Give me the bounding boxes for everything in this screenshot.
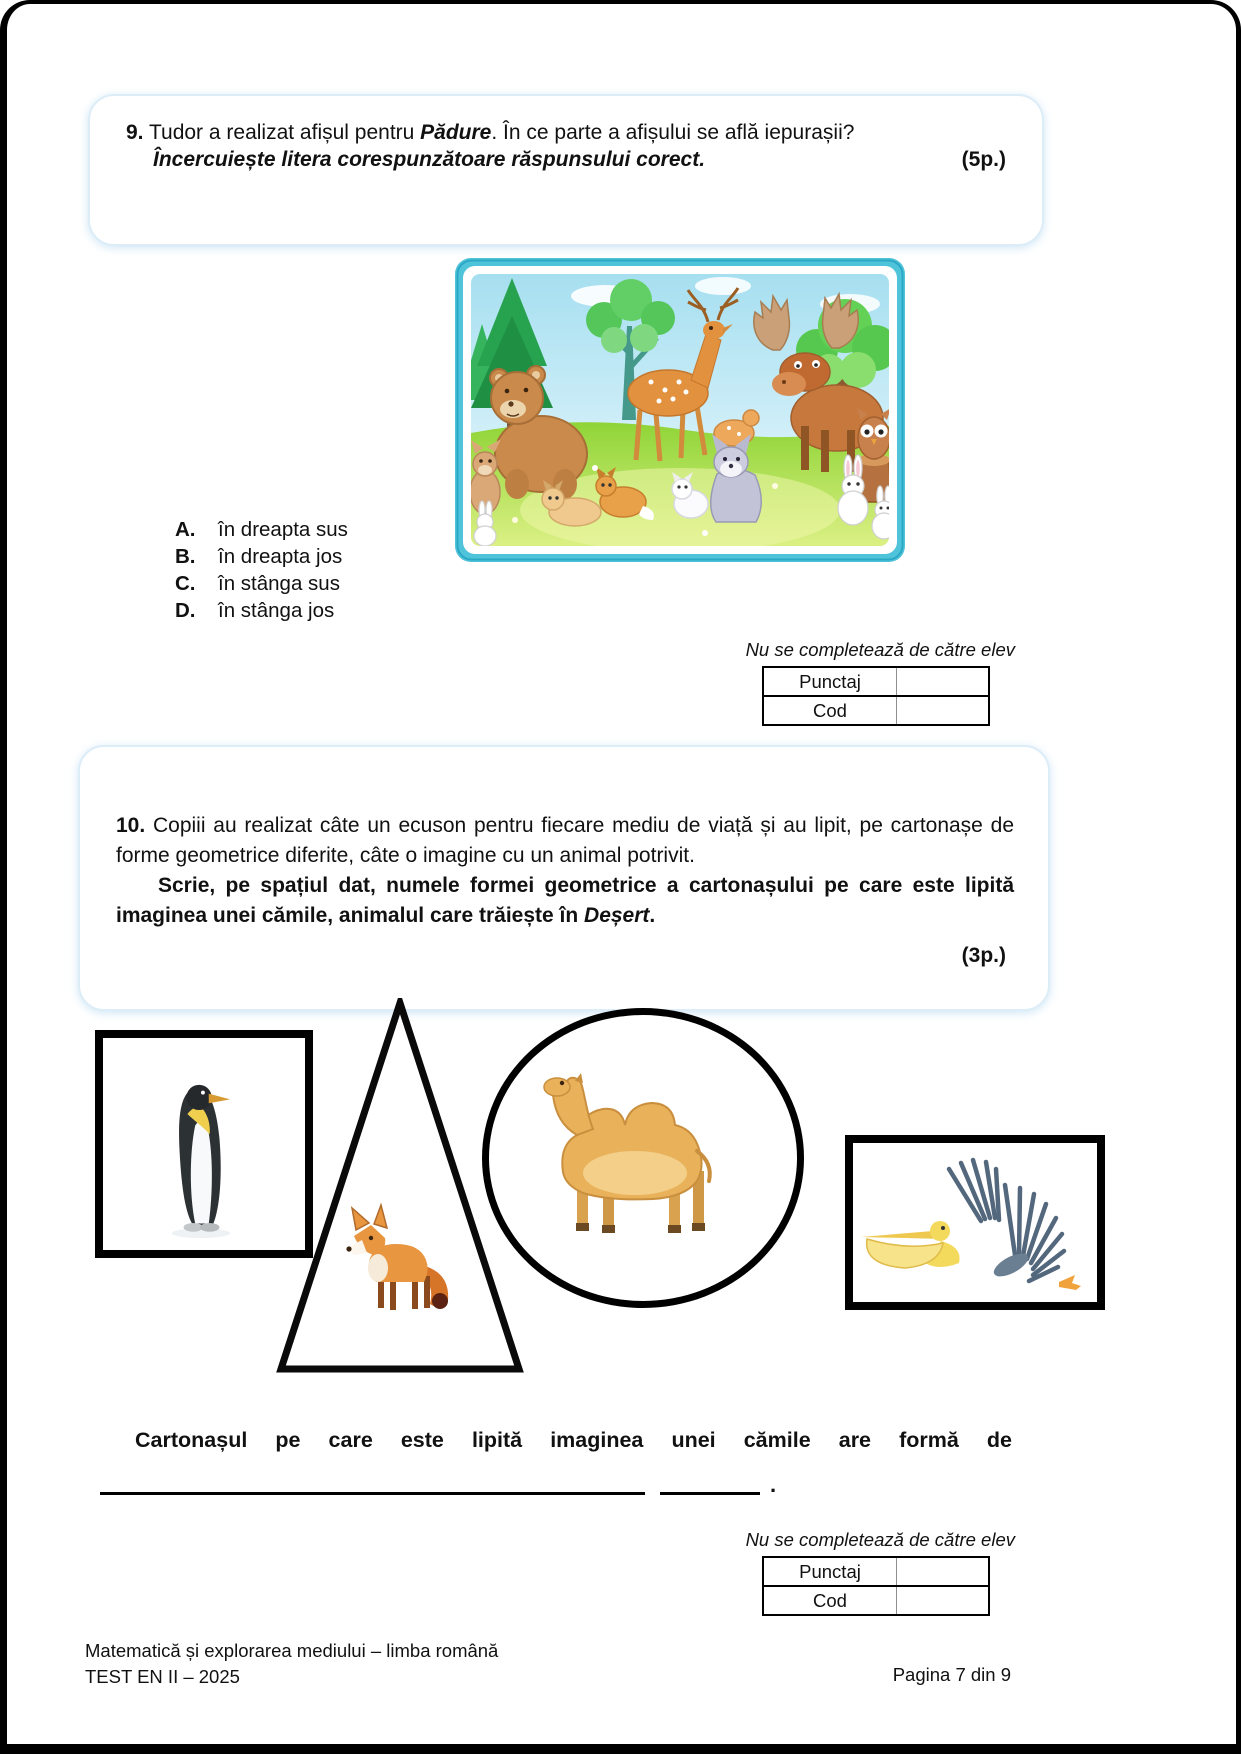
score-table-q10	[762, 1556, 990, 1616]
camel-illustration	[517, 1067, 767, 1247]
forest-poster-image	[455, 258, 905, 562]
question-9-instruction-row	[126, 148, 1006, 172]
question-10-card	[78, 745, 1050, 1011]
score-note-q9: Nu se completează de către elev	[745, 639, 1015, 660]
answer-blank-line[interactable]	[100, 1470, 645, 1495]
score-value-cod	[897, 697, 988, 724]
question-10-points: (3p.)	[961, 944, 1006, 967]
question-9-keyword: Pădure	[420, 121, 492, 144]
answer-sentence: Cartonașul pe care este lipită imaginea unei cămile are formă de	[135, 1428, 1012, 1452]
question-9-points: (5p.)	[961, 148, 1006, 171]
question-9-text: 9. Tudor a realizat afișul pentru Pădure. În ce parte a afișului se află iepurașii?	[126, 121, 855, 144]
footer-subject: Matematică și explorarea mediului – limba română	[85, 1640, 499, 1661]
score-row-cod: Cod	[764, 695, 988, 724]
score-row-punctaj: Punctaj	[764, 1558, 988, 1585]
fish-illustration	[1059, 1275, 1081, 1290]
water-birds-illustration	[853, 1143, 1097, 1302]
option-b[interactable]: B. în dreapta jos	[175, 545, 343, 568]
footer-page-number: Pagina 7 din 9	[892, 1664, 1011, 1685]
rectangle-card	[845, 1135, 1105, 1310]
question-9-number: 9.	[126, 121, 144, 144]
fox-illustration	[340, 1196, 464, 1318]
option-a[interactable]: A. în dreapta sus	[175, 518, 348, 541]
score-value-punctaj	[897, 1558, 988, 1585]
question-10-keyword: Deșert	[584, 904, 650, 927]
answer-period: .	[770, 1472, 777, 1497]
question-10-task: Scrie, pe spațiul dat, numele formei geometrice a cartonașului pe care este lipită imaginea unei cămile, animalul care trăiește în Deșert.	[116, 874, 1014, 927]
question-10-text: 10. Copiii au realizat câte un ecuson pentru fiecare mediu de viață și au lipit, pe cartonașe de forme geometrice diferite, câte o imagine cu un animal potrivit. Scrie, pe spațiul dat, numele formei geometrice a cartonașului pe care este lipită imaginea unei cămile, animalul care trăiește în Deșert.	[116, 811, 1014, 931]
footer	[85, 1638, 498, 1690]
footer-test-name: TEST EN II – 2025	[85, 1666, 240, 1687]
answer-blank-line-2[interactable]	[660, 1470, 760, 1495]
option-c[interactable]: C. în stânga sus	[175, 572, 340, 595]
forest-scene	[459, 274, 898, 552]
question-9-options	[175, 516, 348, 624]
score-row-cod: Cod	[764, 1585, 988, 1614]
pelican-illustration	[861, 1221, 960, 1268]
score-note-q10: Nu se completează de către elev	[745, 1529, 1015, 1550]
question-10-number: 10.	[116, 814, 146, 837]
score-table-q9	[762, 666, 990, 726]
question-9-instruction: Încercuiește litera corespunzătoare răspunsului corect.	[153, 148, 706, 171]
score-value-cod	[897, 1587, 988, 1614]
question-9-card	[88, 94, 1044, 246]
penguin-illustration	[155, 1080, 247, 1240]
option-d[interactable]: D. în stânga jos	[175, 599, 335, 622]
circle-card	[482, 1008, 804, 1308]
score-row-punctaj: Punctaj	[764, 668, 988, 695]
score-value-punctaj	[897, 668, 988, 695]
